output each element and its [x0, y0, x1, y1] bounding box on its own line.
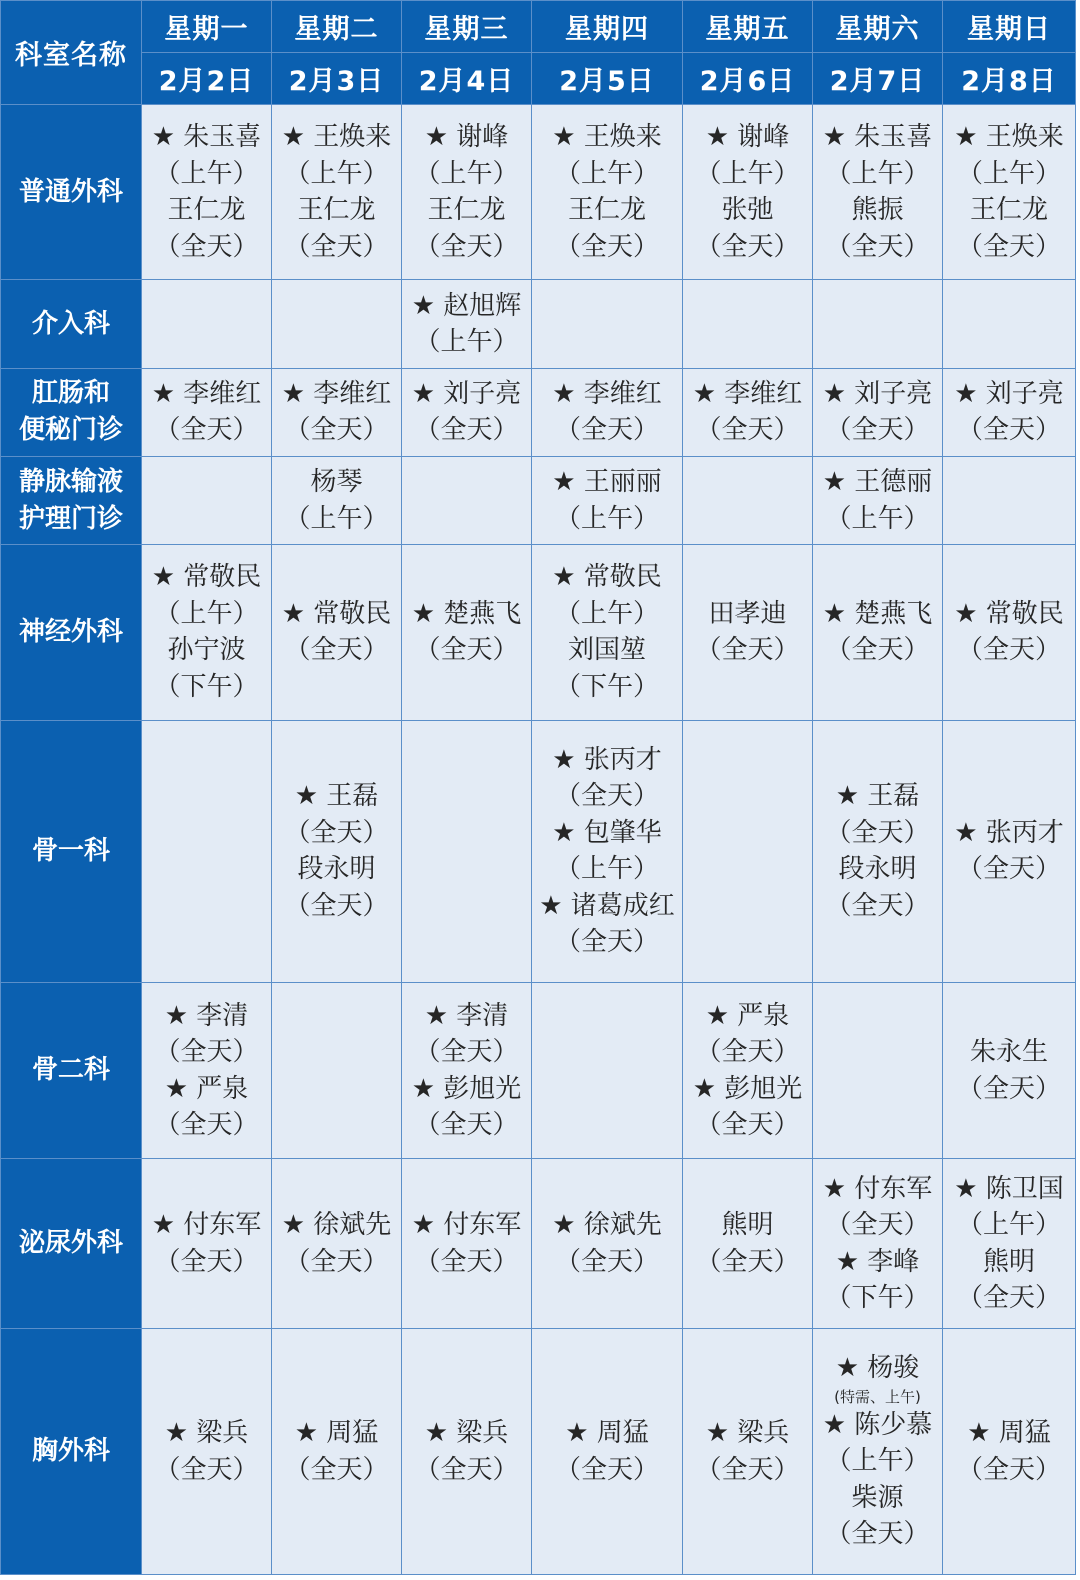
- session-label: （下午）: [554, 671, 659, 702]
- schedule-cell: [272, 105, 402, 280]
- department-name-line: 静脉输液: [18, 466, 123, 497]
- doctor-name: ★ 朱玉喜: [151, 122, 262, 153]
- session-label: （全天）: [154, 231, 259, 262]
- doctor-name: ★ 周猛: [967, 1418, 1051, 1449]
- schedule-cell: [813, 456, 943, 544]
- schedule-cell: [402, 983, 532, 1158]
- session-label: （全天）: [284, 415, 389, 446]
- department-name: [1, 983, 142, 1158]
- date-header: 2月6日: [683, 53, 813, 105]
- schedule-cell: [943, 105, 1076, 280]
- empty-schedule-cell: [943, 456, 1076, 544]
- weekday-header: 星期二: [272, 1, 402, 53]
- doctor-name: ★ 李维红: [281, 378, 392, 409]
- doctor-name: ★ 梁兵: [164, 1418, 249, 1449]
- doctor-name: ★ 李清: [424, 1000, 509, 1031]
- session-label: （上午）: [414, 327, 519, 358]
- session-label: （全天）: [284, 635, 389, 666]
- empty-schedule-cell: [272, 280, 402, 368]
- doctor-name: ★ 张丙才: [552, 744, 662, 775]
- session-label: （上午）: [825, 503, 930, 534]
- department-name-line: 普通外科: [18, 176, 123, 207]
- doctor-name: 王仁龙: [567, 195, 646, 226]
- session-label: （上午）: [554, 158, 659, 189]
- schedule-cell: [532, 720, 683, 983]
- doctor-name: ★ 李清: [164, 1000, 249, 1031]
- session-label: （全天）: [825, 817, 930, 848]
- session-label: （全天）: [825, 415, 930, 446]
- schedule-cell: [142, 105, 272, 280]
- doctor-name: 张弛: [721, 195, 774, 226]
- doctor-name: 杨琴: [310, 467, 363, 498]
- schedule-cell: [402, 105, 532, 280]
- session-label: （全天）: [414, 231, 519, 262]
- date-header: 2月3日: [272, 53, 402, 105]
- session-label: （全天）: [695, 1454, 800, 1485]
- weekday-header: 星期日: [943, 1, 1076, 53]
- session-label: （全天）: [154, 1110, 259, 1141]
- doctor-name: ★ 周猛: [565, 1418, 649, 1449]
- schedule-cell: [813, 720, 943, 983]
- session-label: （上午）: [414, 158, 519, 189]
- schedule-cell: [683, 1329, 813, 1575]
- department-name: [1, 720, 142, 983]
- session-label: （全天）: [956, 231, 1061, 262]
- session-label: （全天）: [414, 415, 519, 446]
- schedule-cell: [402, 1158, 532, 1328]
- department-name-line: 护理门诊: [18, 503, 123, 534]
- session-label: （下午）: [154, 671, 259, 702]
- session-label: （全天）: [956, 1283, 1061, 1314]
- department-name-line: 胸外科: [31, 1436, 110, 1467]
- session-label: （全天）: [825, 890, 930, 921]
- schedule-cell: [813, 105, 943, 280]
- doctor-name: ★ 杨骏: [835, 1353, 920, 1384]
- empty-schedule-cell: [813, 280, 943, 368]
- doctor-name: ★ 陈卫国: [954, 1173, 1064, 1204]
- schedule-cell: [532, 368, 683, 456]
- session-label: （下午）: [825, 1283, 930, 1314]
- doctor-name: ★ 彭旭光: [411, 1073, 522, 1104]
- schedule-cell: [813, 368, 943, 456]
- session-label: （上午）: [956, 158, 1061, 189]
- session-label: （全天）: [414, 1246, 519, 1277]
- doctor-name: 柴源: [851, 1482, 904, 1513]
- doctor-name: ★ 付东军: [411, 1210, 522, 1241]
- empty-schedule-cell: [943, 280, 1076, 368]
- date-row: [1, 53, 1076, 105]
- department-name: [1, 105, 142, 280]
- doctor-name: 王仁龙: [427, 195, 506, 226]
- doctor-name: 刘国堃: [567, 635, 646, 666]
- doctor-name: ★ 李峰: [835, 1246, 920, 1277]
- department-name-line: 便秘门诊: [18, 415, 123, 446]
- schedule-cell: [943, 368, 1076, 456]
- session-label: （全天）: [554, 927, 659, 958]
- schedule-cell: [813, 1329, 943, 1575]
- schedule-cell: [402, 280, 532, 368]
- schedule-cell: [272, 456, 402, 544]
- doctor-name: 田孝迪: [708, 598, 787, 629]
- doctor-name: 熊明: [721, 1210, 774, 1241]
- weekday-header: 星期四: [532, 1, 683, 53]
- empty-schedule-cell: [813, 983, 943, 1158]
- session-label: （上午）: [554, 503, 659, 534]
- doctor-name: ★ 王焕来: [954, 122, 1064, 153]
- schedule-header: [1, 1, 1076, 105]
- session-label: （全天）: [825, 231, 930, 262]
- doctor-name: ★ 王德丽: [822, 467, 933, 498]
- doctor-name: 熊明: [982, 1246, 1035, 1277]
- doctor-name: ★ 朱玉喜: [822, 122, 933, 153]
- doctor-name: ★ 常敬民: [552, 562, 662, 593]
- schedule-cell: [402, 1329, 532, 1575]
- session-label: （全天）: [825, 1519, 930, 1550]
- empty-schedule-cell: [142, 456, 272, 544]
- department-row: [1, 545, 1076, 720]
- session-label: （上午）: [154, 598, 259, 629]
- doctor-name: ★ 王丽丽: [552, 467, 662, 498]
- empty-schedule-cell: [142, 280, 272, 368]
- schedule-cell: [272, 1329, 402, 1575]
- department-name: [1, 280, 142, 368]
- doctor-name: ★ 李维红: [151, 378, 262, 409]
- schedule-cell: [402, 545, 532, 720]
- department-name-line: 泌尿外科: [18, 1228, 123, 1259]
- department-name: [1, 456, 142, 544]
- session-label: （全天）: [154, 1246, 259, 1277]
- doctor-name: ★ 刘子亮: [954, 378, 1064, 409]
- empty-schedule-cell: [402, 456, 532, 544]
- schedule-cell: [532, 545, 683, 720]
- session-label: （全天）: [154, 1454, 259, 1485]
- schedule-cell: [142, 1329, 272, 1575]
- schedule-cell: [943, 1158, 1076, 1328]
- session-label: （全天）: [284, 817, 389, 848]
- session-label: （全天）: [554, 1454, 659, 1485]
- doctor-name: ★ 常敬民: [954, 598, 1064, 629]
- doctor-name: ★ 徐斌先: [281, 1210, 392, 1241]
- department-name: [1, 1329, 142, 1575]
- schedule-cell: [683, 105, 813, 280]
- doctor-name: 段永明: [838, 854, 917, 885]
- session-label: （全天）: [284, 1454, 389, 1485]
- date-header: 2月5日: [532, 53, 683, 105]
- schedule-cell: [943, 983, 1076, 1158]
- department-name-line: 神经外科: [18, 616, 123, 647]
- department-name: [1, 545, 142, 720]
- doctor-name: ★ 严泉: [705, 1000, 790, 1031]
- schedule-cell: [142, 545, 272, 720]
- doctor-name: 王仁龙: [167, 195, 246, 226]
- schedule-cell: [142, 1158, 272, 1328]
- session-label: （全天）: [284, 231, 389, 262]
- department-row: [1, 983, 1076, 1158]
- empty-schedule-cell: [532, 983, 683, 1158]
- weekday-header: 星期一: [142, 1, 272, 53]
- doctor-name: 段永明: [297, 854, 376, 885]
- session-label: （上午）: [825, 158, 930, 189]
- department-row: [1, 1329, 1076, 1575]
- schedule-body: [1, 105, 1076, 1575]
- doctor-name: ★ 陈少慕: [822, 1409, 933, 1440]
- schedule-cell: [813, 1158, 943, 1328]
- schedule-cell: [402, 368, 532, 456]
- doctor-name: ★ 包肇华: [552, 817, 662, 848]
- weekday-header: 星期三: [402, 1, 532, 53]
- department-name: [1, 368, 142, 456]
- schedule-cell: [683, 983, 813, 1158]
- session-label: （全天）: [956, 415, 1061, 446]
- doctor-name: ★ 刘子亮: [411, 378, 522, 409]
- session-label: （全天）: [956, 1454, 1061, 1485]
- doctor-name: 王仁龙: [969, 195, 1048, 226]
- session-label: （全天）: [956, 635, 1061, 666]
- empty-schedule-cell: [683, 280, 813, 368]
- session-label: （全天）: [554, 1246, 659, 1277]
- schedule-cell: [683, 545, 813, 720]
- department-column-header: 科室名称: [1, 1, 142, 105]
- doctor-name: 王仁龙: [297, 195, 376, 226]
- doctor-name: ★ 刘子亮: [822, 378, 933, 409]
- doctor-name: ★ 王焕来: [552, 122, 662, 153]
- session-label: （全天）: [284, 1246, 389, 1277]
- session-label: （上午）: [284, 158, 389, 189]
- session-label: （全天）: [695, 231, 800, 262]
- session-label: （全天）: [414, 1454, 519, 1485]
- empty-schedule-cell: [683, 720, 813, 983]
- empty-schedule-cell: [402, 720, 532, 983]
- schedule-cell: [813, 545, 943, 720]
- session-label: （上午）: [695, 158, 800, 189]
- date-header: 2月8日: [943, 53, 1076, 105]
- schedule-cell: [943, 545, 1076, 720]
- session-label: （全天）: [825, 635, 930, 666]
- schedule-cell: [532, 456, 683, 544]
- doctor-name: ★ 谢峰: [424, 122, 509, 153]
- session-label: （全天）: [695, 1246, 800, 1277]
- doctor-name: ★ 诸葛成红: [539, 890, 675, 921]
- session-label: （上午）: [554, 854, 659, 885]
- schedule-cell: [272, 720, 402, 983]
- schedule-cell: [272, 1158, 402, 1328]
- doctor-name: ★ 徐斌先: [552, 1210, 662, 1241]
- session-label: （上午）: [154, 158, 259, 189]
- department-row: [1, 456, 1076, 544]
- schedule-cell: [532, 1158, 683, 1328]
- schedule-cell: [683, 368, 813, 456]
- session-label: （上午）: [956, 1210, 1061, 1241]
- schedule-cell: [272, 368, 402, 456]
- session-label: （上午）: [825, 1446, 930, 1477]
- session-label: （全天）: [414, 1110, 519, 1141]
- doctor-name: 熊振: [851, 195, 904, 226]
- empty-schedule-cell: [683, 456, 813, 544]
- schedule-cell: [943, 720, 1076, 983]
- department-name: [1, 1158, 142, 1328]
- empty-schedule-cell: [532, 280, 683, 368]
- department-name-line: 骨一科: [31, 835, 110, 866]
- doctor-name: ★ 李维红: [692, 378, 803, 409]
- session-label: （全天）: [695, 415, 800, 446]
- doctor-name: ★ 王焕来: [281, 122, 392, 153]
- doctor-name: 孙宁波: [167, 635, 246, 666]
- schedule-cell: [272, 545, 402, 720]
- schedule-cell: [142, 368, 272, 456]
- doctor-name: ★ 张丙才: [954, 817, 1064, 848]
- doctor-name: ★ 赵旭辉: [411, 290, 522, 321]
- date-header: 2月4日: [402, 53, 532, 105]
- department-row: [1, 720, 1076, 983]
- session-label: （全天）: [554, 231, 659, 262]
- empty-schedule-cell: [272, 983, 402, 1158]
- doctor-name: ★ 梁兵: [424, 1418, 509, 1449]
- department-row: [1, 368, 1076, 456]
- session-label: (特需、上午): [834, 1387, 921, 1406]
- session-label: （全天）: [284, 890, 389, 921]
- date-header: 2月2日: [142, 53, 272, 105]
- doctor-name: ★ 常敬民: [281, 598, 392, 629]
- session-label: （全天）: [956, 854, 1061, 885]
- department-row: [1, 105, 1076, 280]
- doctor-name: ★ 付东军: [151, 1210, 262, 1241]
- schedule-cell: [142, 983, 272, 1158]
- doctor-name: ★ 楚燕飞: [822, 598, 933, 629]
- doctor-name: 朱永生: [969, 1037, 1048, 1068]
- doctor-name: ★ 周猛: [294, 1418, 379, 1449]
- doctor-name: ★ 李维红: [552, 378, 662, 409]
- session-label: （全天）: [695, 635, 800, 666]
- schedule-cell: [532, 105, 683, 280]
- schedule-cell: [943, 1329, 1076, 1575]
- empty-schedule-cell: [142, 720, 272, 983]
- session-label: （全天）: [154, 415, 259, 446]
- department-name-line: 介入科: [31, 308, 110, 339]
- schedule-cell: [683, 1158, 813, 1328]
- department-name-line: 肛肠和: [31, 378, 110, 409]
- session-label: （全天）: [554, 781, 659, 812]
- doctor-name: ★ 王磊: [835, 781, 920, 812]
- doctor-name: ★ 付东军: [822, 1173, 933, 1204]
- weekday-header: 星期六: [813, 1, 943, 53]
- session-label: （全天）: [414, 635, 519, 666]
- doctor-name: ★ 王磊: [294, 781, 379, 812]
- doctor-name: ★ 楚燕飞: [411, 598, 522, 629]
- session-label: （全天）: [695, 1037, 800, 1068]
- doctor-name: ★ 梁兵: [705, 1418, 790, 1449]
- session-label: （上午）: [554, 598, 659, 629]
- doctor-name: ★ 严泉: [164, 1073, 249, 1104]
- department-row: [1, 280, 1076, 368]
- date-header: 2月7日: [813, 53, 943, 105]
- session-label: （全天）: [154, 1037, 259, 1068]
- doctor-name: ★ 彭旭光: [692, 1073, 803, 1104]
- session-label: （全天）: [695, 1110, 800, 1141]
- doctor-name: ★ 常敬民: [151, 562, 262, 593]
- session-label: （全天）: [414, 1037, 519, 1068]
- department-row: [1, 1158, 1076, 1328]
- session-label: （上午）: [284, 503, 389, 534]
- session-label: （全天）: [956, 1073, 1061, 1104]
- session-label: （全天）: [825, 1210, 930, 1241]
- session-label: （全天）: [554, 415, 659, 446]
- weekday-header: 星期五: [683, 1, 813, 53]
- weekday-row: [1, 1, 1076, 53]
- schedule-cell: [532, 1329, 683, 1575]
- department-name-line: 骨二科: [31, 1055, 110, 1086]
- doctor-name: ★ 谢峰: [705, 122, 790, 153]
